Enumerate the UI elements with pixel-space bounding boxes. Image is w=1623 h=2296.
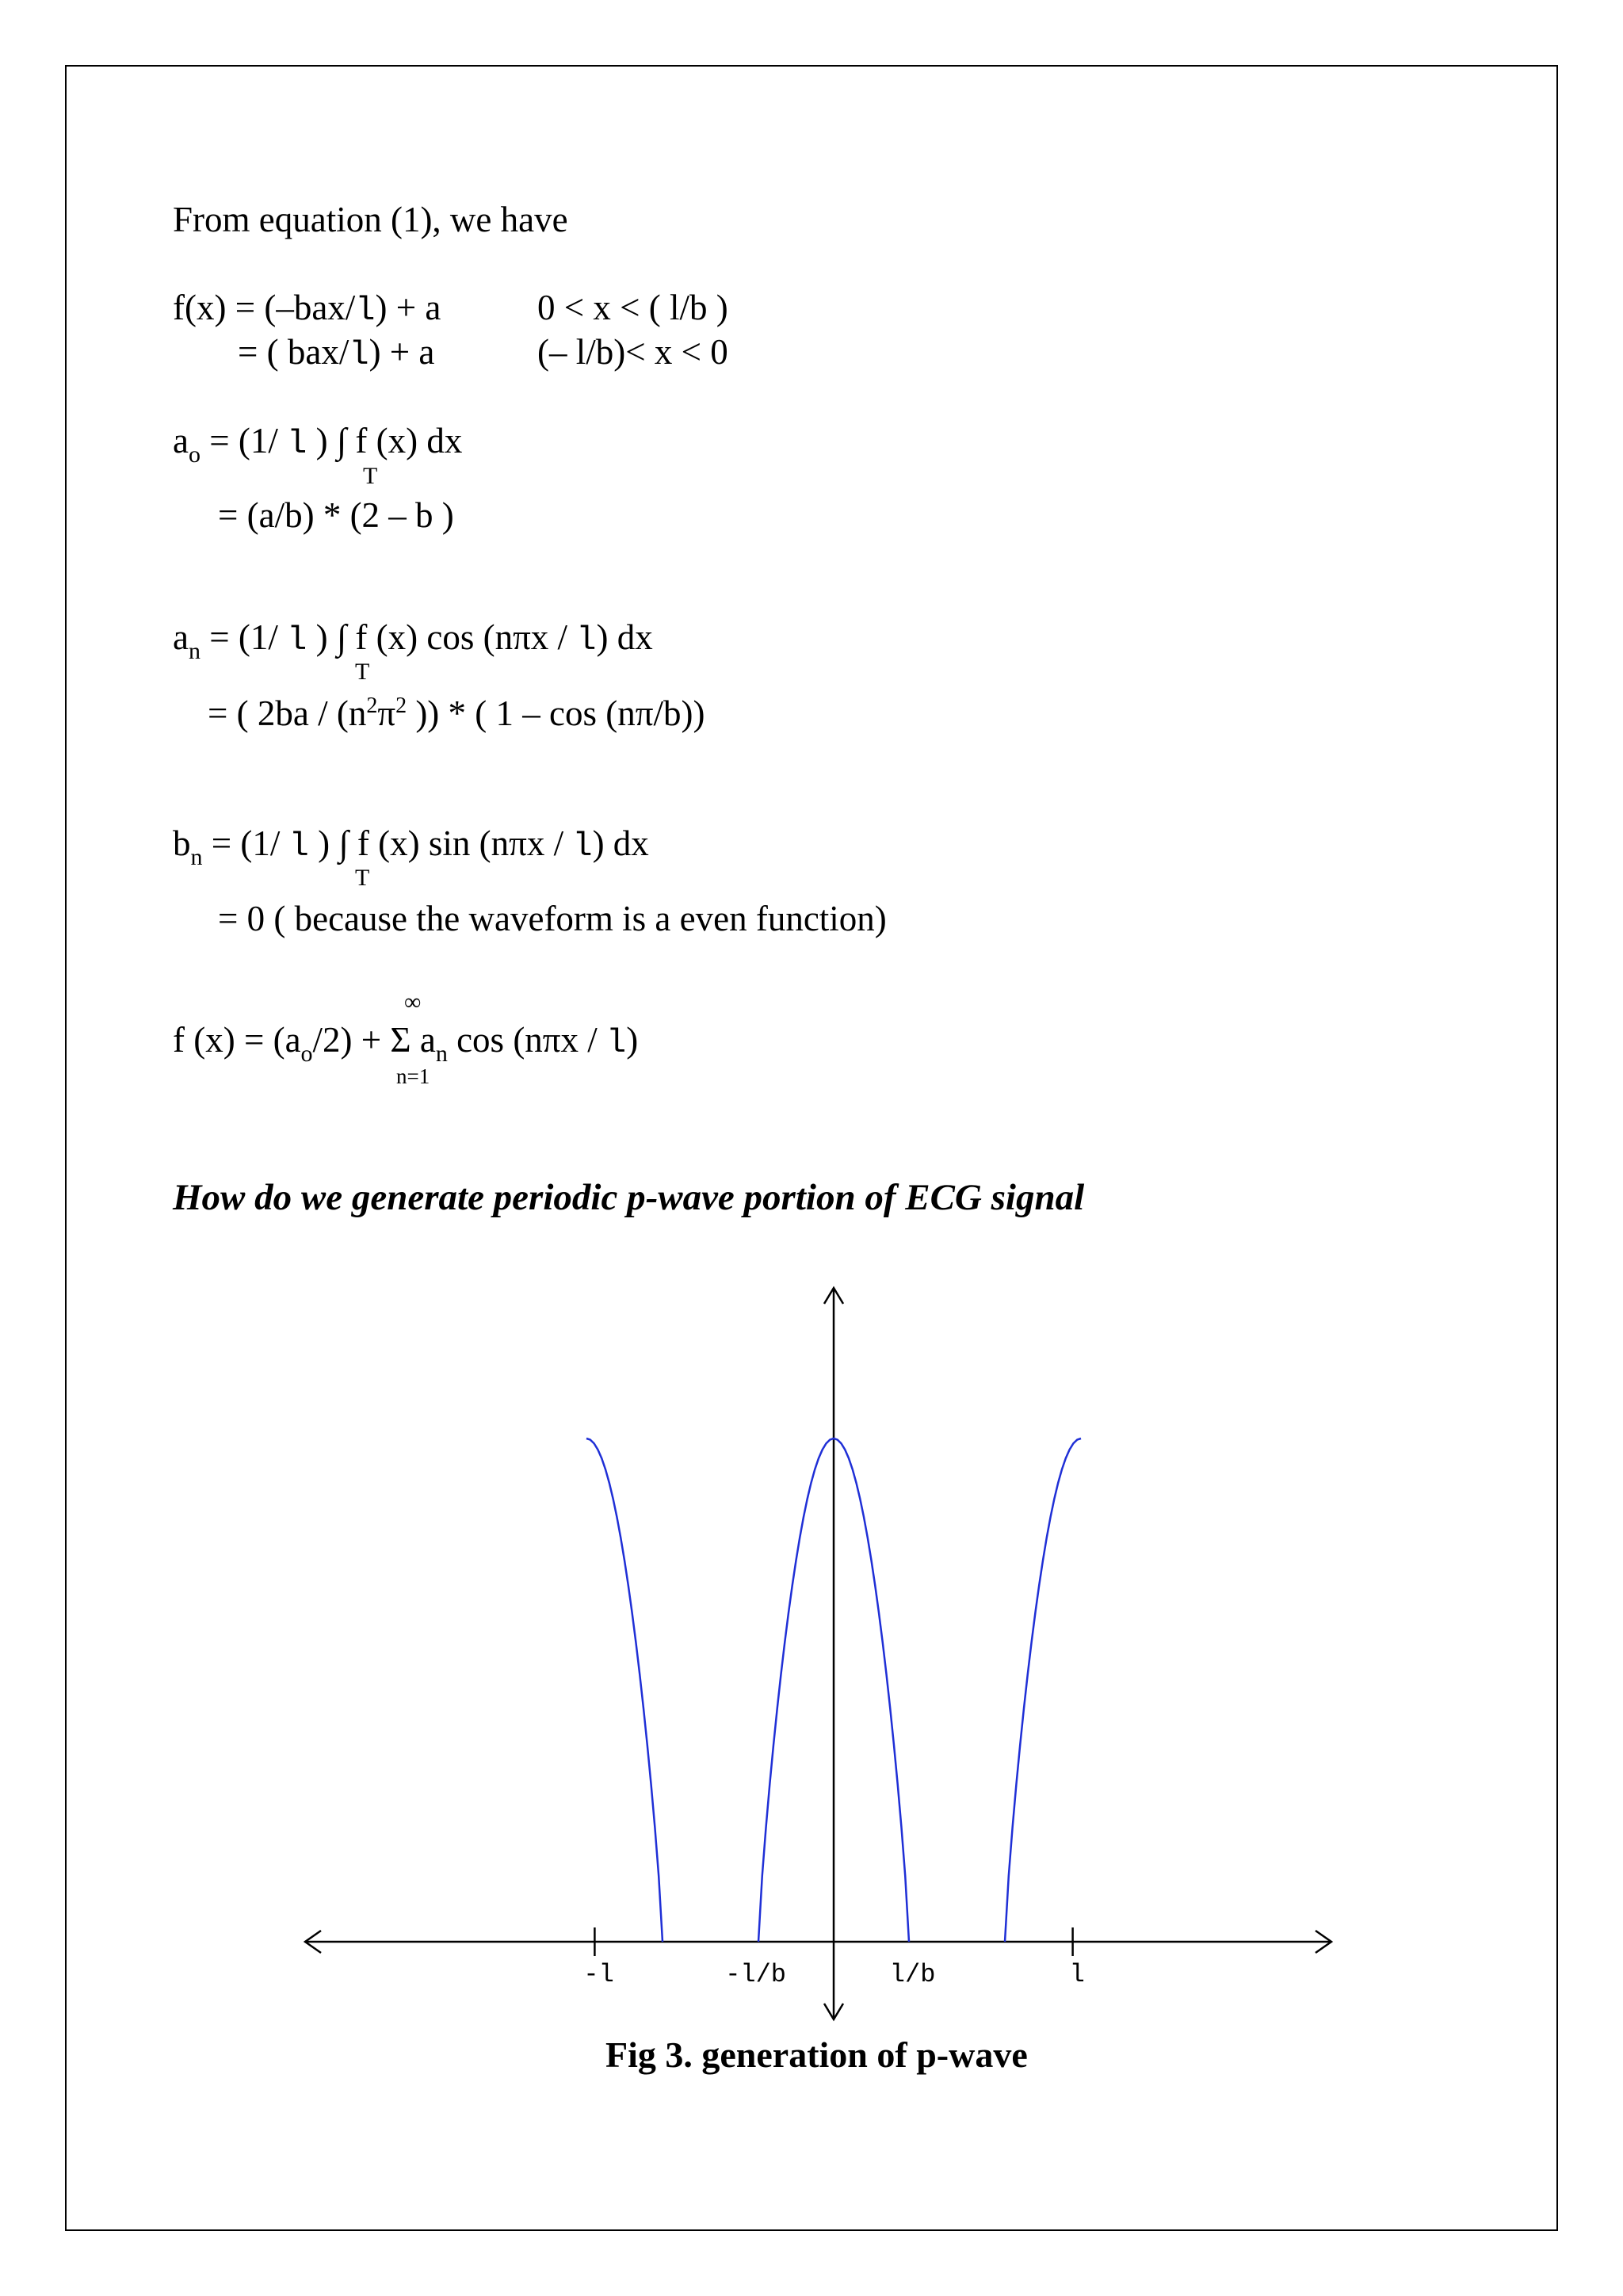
section-heading: How do we generate periodic p-wave portion of ECG signal [173, 1177, 1085, 1218]
bn-period-label: T [355, 865, 370, 891]
p-wave-pulse-2 [1005, 1438, 1081, 1942]
bn-equation-1: $b_n = (1/$ l ) ∫ f (x) sin (nπx / l) dx [173, 823, 649, 870]
bn-equation-2: = 0 ( because the waveform is a even function) [218, 899, 887, 938]
infinity-symbol: ∞ [404, 989, 422, 1015]
intro-text: From equation (1), we have [173, 200, 568, 239]
an-equation-2: = ( $2ba / (n^2\pi^2$ )) * ( 1 – cos (nπ/b)) [208, 693, 705, 733]
x-tick-label: -l [583, 1960, 614, 1989]
fx-condition-1: 0 < x < ( l/b ) [537, 288, 728, 327]
a0-equation-1: $a_o = (1/$ l ) ∫ f (x) dx [173, 421, 463, 468]
summation-index: n=1 [396, 1064, 430, 1088]
fourier-series-equation: f $(x) = (a_o/2) + \Sigma$ $a_n$ cos (nπx / l) [173, 1020, 639, 1067]
an-equation-1: $a_n = (1/$ l ) ∫ f (x) cos (nπx / l) dx [173, 617, 653, 664]
x-tick-label: l/b [889, 1960, 936, 1989]
p-wave-pulse-1 [586, 1438, 663, 1942]
a0-period-label: T [363, 463, 378, 489]
fx-condition-2: (– l/b)< x < 0 [537, 332, 728, 372]
fx-line-2: = ( bax/l) + a [238, 332, 435, 374]
an-period-label: T [355, 659, 370, 685]
x-tick-label: l [1069, 1960, 1085, 1989]
x-tick-label: -l/b [725, 1960, 787, 1989]
figure-axes [305, 1288, 1331, 2019]
figure-caption: Fig 3. generation of p-wave [605, 2034, 1028, 2075]
a0-equation-2: = (a/b) * (2 – b ) [218, 495, 454, 535]
fx-line-1: f(x) = (–bax/l) + a [173, 288, 441, 330]
